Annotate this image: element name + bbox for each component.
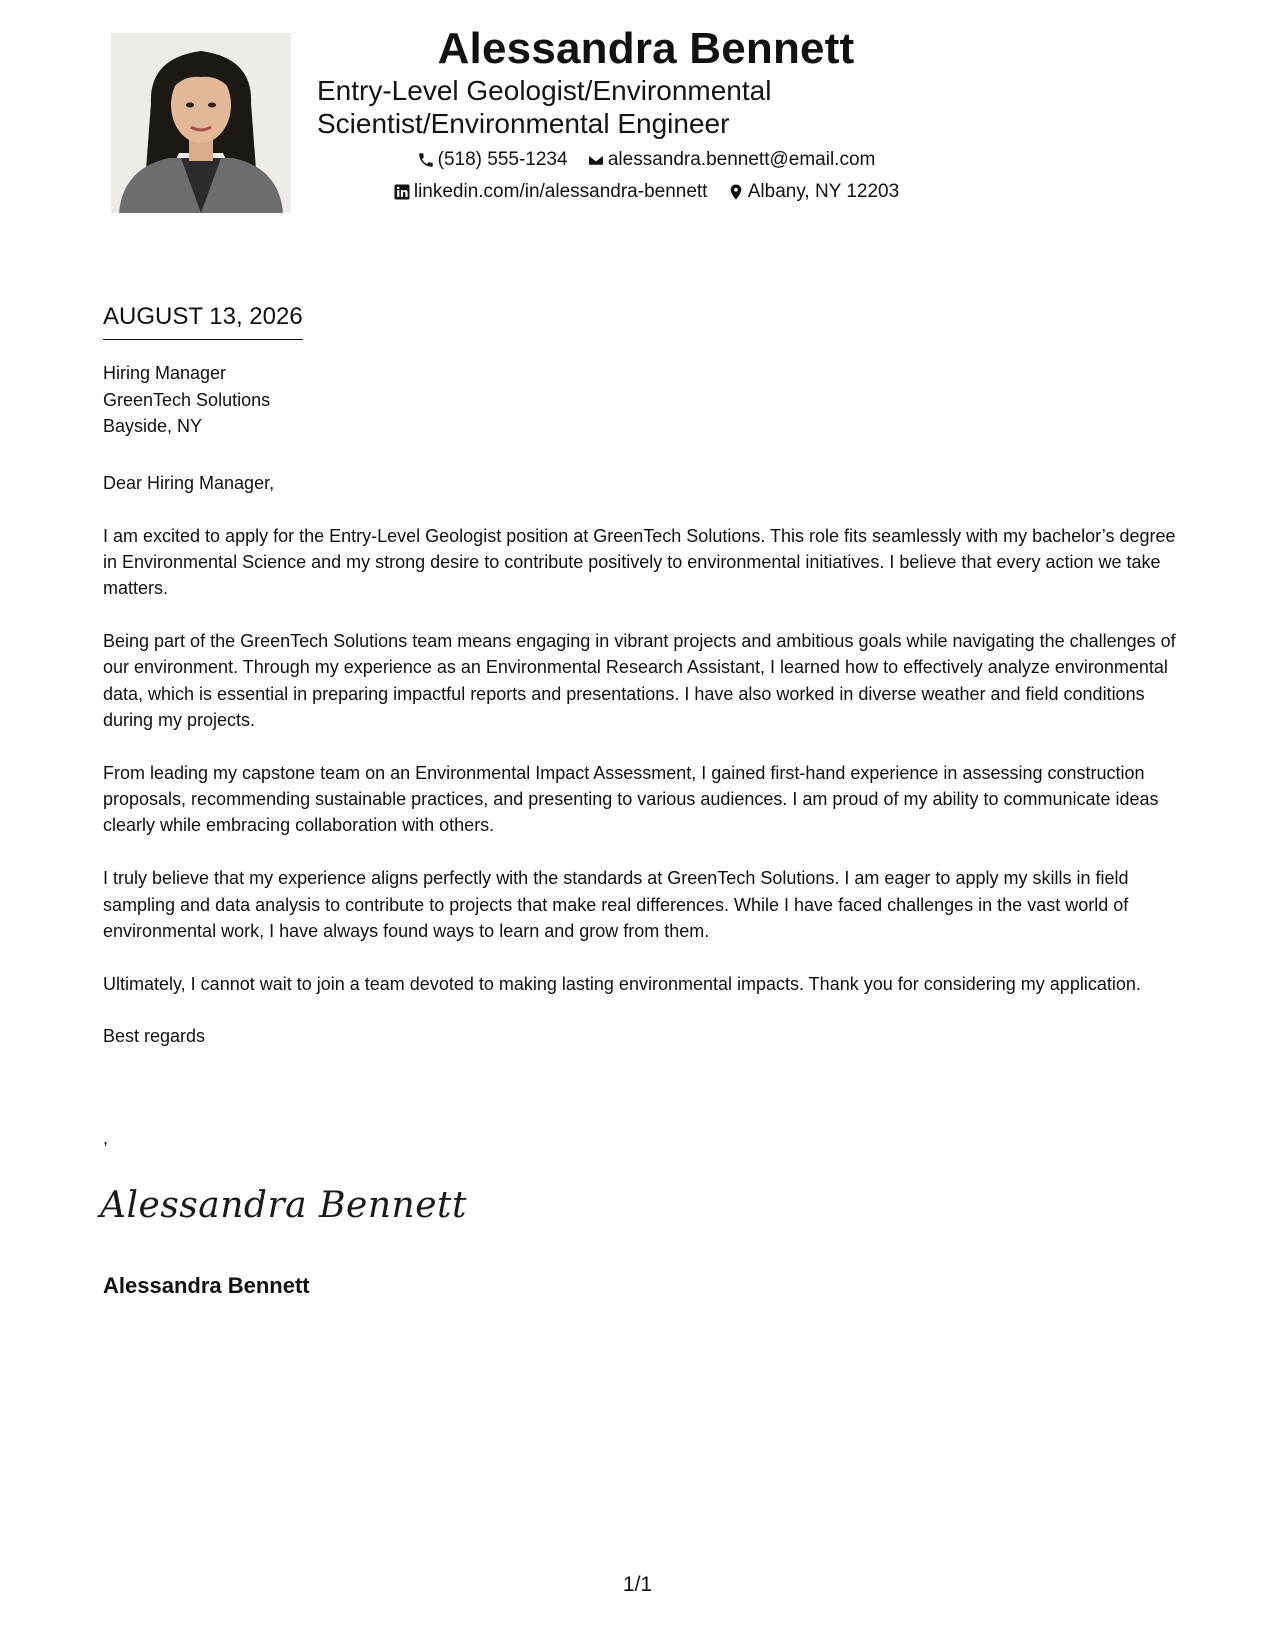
handwritten-signature: Alessandra Bennett: [100, 1185, 467, 1226]
applicant-title: [317, 74, 877, 140]
recipient-line: GreenTech Solutions: [103, 389, 271, 410]
phone-contact[interactable]: [417, 148, 568, 172]
recipient-line: Hiring Manager: [103, 363, 227, 383]
body-paragraph: I am excited to apply for the Entry-Level Geologist position at GreenTech Solutions. This role fits seamlessly with my bachelor’s degree in Environmental Science and my strong desire to contribute positively to environmental initiatives. I believe that every action we take matters.: [103, 525, 1176, 599]
phone-text: (518) 555-1234: [437, 149, 568, 170]
title-line-2: Scientist/Environmental Engineer: [317, 108, 730, 139]
title-line-1: Entry-Level Geologist/Environmental: [317, 75, 772, 106]
phone-icon: [417, 151, 435, 169]
map-pin-icon: [727, 183, 745, 201]
page-number: 1/1: [622, 1573, 653, 1596]
location-contact: [727, 180, 899, 204]
contact-row-2: [316, 180, 976, 208]
letter-body: [103, 470, 1178, 1076]
closing-comma: ,: [103, 1128, 109, 1148]
contact-row-1: [316, 148, 976, 176]
body-paragraph: From leading my capstone team on an Environmental Impact Assessment, I gained first-hand experience in assessing construction proposals, recommending sustainable practices, and presenting to various audiences. I am proud of my ability to communicate ideas clearly while embracing collaboration with others.: [103, 762, 1159, 836]
linkedin-contact[interactable]: [393, 180, 708, 204]
closing: Best regards: [103, 1026, 206, 1047]
linkedin-icon: [393, 183, 411, 201]
email-contact[interactable]: [587, 148, 875, 172]
location-text: Albany, NY 12203: [747, 181, 900, 202]
linkedin-text: linkedin.com/in/alessandra-bennett: [413, 181, 708, 202]
body-paragraph: I truly believe that my experience aligns perfectly with the standards at GreenTech Solutions. I am eager to apply my skills in field sampling and data analysis to contribute to projects that make real differences. While I have faced challenges in the vast world of environmental work, I have always found ways to learn and grow from them.: [103, 868, 1129, 941]
signature-name: Alessandra Bennett: [103, 1273, 310, 1298]
envelope-icon: [587, 151, 605, 169]
profile-photo: [111, 33, 291, 213]
email-text: alessandra.bennett@email.com: [607, 149, 876, 170]
salutation: Dear Hiring Manager,: [103, 473, 275, 493]
portrait-image: [111, 33, 291, 213]
applicant-name: Alessandra Bennett: [437, 24, 855, 73]
letter-date: AUGUST 13, 2026: [103, 301, 303, 340]
body-paragraph: Being part of the GreenTech Solutions team means engaging in vibrant projects and ambitious goals while navigating the challenges of our environment. Through my experience as an Environmental Research Assistant, I learned how to effectively analyze environmental data, which is essential in preparing impactful reports and presentations. I have also worked in diverse weather and field conditions during my projects.: [103, 631, 1176, 731]
recipient-line: Bayside, NY: [103, 416, 203, 436]
body-paragraph: Ultimately, I cannot wait to join a team devoted to making lasting environmental impacts. Thank you for considering my application.: [103, 973, 1141, 994]
recipient-block: [103, 360, 270, 440]
